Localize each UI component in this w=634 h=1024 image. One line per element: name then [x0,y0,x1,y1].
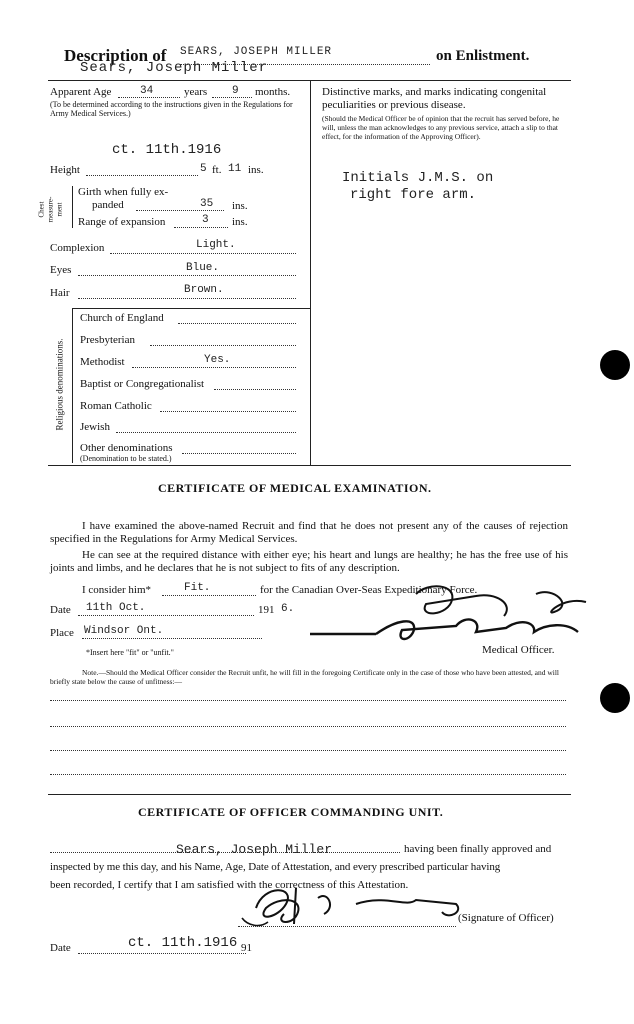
commanding-para-line2: inspected by me this day, and his Name, Age, Date of Attestation, and every prescribed particular having [50,861,501,873]
commanding-para-line3: been recorded, I certify that I am satisfied with the correctness of this Attestation. [50,879,409,891]
religion-line-5 [116,432,296,433]
commanding-date-label: Date [50,942,71,954]
ft-label: ft. [212,164,222,176]
date-stamp: ct. 11th.1916 [112,142,222,158]
religion-top-line [72,308,310,309]
marks-line-2: right fore arm. [350,187,477,203]
range-value: 3 [202,214,209,226]
form-bottom-border [48,465,571,466]
apparent-age-label: Apparent Age [50,86,112,98]
name-typed-lower: Sears, Joseph Miller [80,60,269,76]
religion-bracket [72,308,73,463]
eyes-line [78,275,296,276]
commanding-name-value: Sears, Joseph Miller [176,842,333,857]
marks-note: (Should the Medical Officer be of opinion that the recruit has served before, he will, unless the man acknowledges to any previous service, attach a slip to that effect, for the information of the Approving Officer). [322,114,560,141]
age-note: (To be determined according to the instructions given in the Regulations for Army Medical Services.) [50,100,293,118]
consider-suffix: for the Canadian Over-Seas Expeditionary Force. [260,584,478,596]
medical-year-suffix: 6. [281,603,295,615]
consider-value: Fit. [184,582,211,594]
unfit-line-3 [50,750,566,751]
range-label: Range of expansion [78,216,166,228]
chest-measurement-label: Chest measure-ment [37,196,64,223]
denomination-note: (Denomination to be stated.) [80,454,172,463]
hair-label: Hair [50,287,70,299]
marks-heading: Distinctive marks, and marks indicating congenital peculiarities or previous disease. [322,86,547,111]
religion-side-label: Religious denominations. [54,338,65,431]
header-title-left: Description of [64,46,167,65]
consider-label: I consider him* [82,584,152,596]
religion-methodist: Methodist [80,356,125,368]
months-label: months. [255,86,291,98]
girth-ins-label: ins. [232,200,248,212]
religion-church-of-england: Church of England [80,312,164,324]
religion-line-2 [132,367,296,368]
religion-line-3 [214,389,296,390]
religion-line-6 [182,453,296,454]
medical-para-1: I have examined the above-named Recruit and find that he does not present any of the causes of rejection specified in the Regulations for Army Medical Services. [50,520,568,545]
unfit-line-4 [50,774,566,775]
place-label: Place [50,627,74,639]
range-ins-label: ins. [232,216,248,228]
girth-label-2: panded [92,199,124,211]
place-value: Windsor Ont. [84,625,164,637]
height-line [86,175,198,176]
complexion-label: Complexion [50,242,105,254]
medical-date-value: 11th Oct. [86,602,146,614]
header-title-right: on Enlistment. [436,48,530,64]
signature-line [238,926,456,927]
years-label: years [184,86,208,98]
religion-line-4 [160,411,296,412]
eyes-label: Eyes [50,264,72,276]
girth-label-1: Girth when fully ex- [78,186,169,198]
medical-officer-label: Medical Officer. [482,644,555,656]
height-label: Height [50,164,80,176]
religion-jewish: Jewish [80,421,110,433]
commanding-date-line [78,953,246,954]
complexion-line [110,253,296,254]
age-months-line [212,97,252,98]
medical-year-prefix: 191 [258,604,275,616]
religion-presbyterian: Presbyterian [80,334,135,346]
chest-bracket [72,186,73,228]
commanding-para-end1: having been finally approved and [404,843,552,855]
place-line [82,638,262,639]
marks-line-1: Initials J.M.S. on [342,170,494,186]
medical-date-line [78,615,254,616]
ins-label: ins. [248,164,264,176]
form-center-divider [310,80,311,465]
medical-para-2: He can see at the required distance with either eye; his heart and lungs are healthy; he has the free use of his joints and limbs, and he declares that he is not subject to fits of any description. [50,549,568,574]
name-typed-upper: SEARS, JOSEPH MILLER [180,46,333,58]
medical-date-label: Date [50,604,71,616]
eyes-value: Blue. [186,262,220,274]
consider-line [162,595,256,596]
section-divider [48,794,571,795]
height-ft-value: 5 [200,163,207,175]
girth-line [136,210,224,211]
religion-methodist-value: Yes. [204,354,231,366]
commanding-date-value: ct. 11th.1916 [128,935,238,951]
religion-line-1 [150,345,296,346]
commanding-date-suffix: 91 [241,942,252,954]
complexion-value: Light. [196,239,236,251]
header-name-line [180,64,430,65]
hair-value: Brown. [184,284,224,296]
commanding-officer-signature [236,878,496,938]
religion-baptist: Baptist or Congregationalist [80,378,205,390]
hair-line [78,298,296,299]
unfit-line-2 [50,726,566,727]
girth-value: 35 [200,198,214,210]
age-months-value: 9 [232,85,239,97]
religion-line-0 [178,323,296,324]
insert-note: *Insert here "fit" or "unfit." [86,648,174,657]
unfit-line-1 [50,700,566,701]
religion-other: Other denominations [80,442,173,454]
commanding-heading: CERTIFICATE OF OFFICER COMMANDING UNIT. [138,805,444,819]
signature-label: (Signature of Officer) [458,912,554,924]
punch-hole-lower [600,683,630,713]
range-line [174,227,228,228]
height-in-value: 11 [228,163,242,175]
age-years-value: 34 [140,85,154,97]
medical-officer-signature [306,576,596,646]
medical-heading: CERTIFICATE OF MEDICAL EXAMINATION. [158,481,432,495]
religion-roman-catholic: Roman Catholic [80,400,152,412]
unfit-note: Note.—Should the Medical Officer consider the Recruit unfit, he will fill in the foregoing Certificate only in the case of those who have been attested, and will briefly state below the cause of unfitness:— [50,668,560,686]
age-years-line [118,97,180,98]
punch-hole-upper [600,350,630,380]
